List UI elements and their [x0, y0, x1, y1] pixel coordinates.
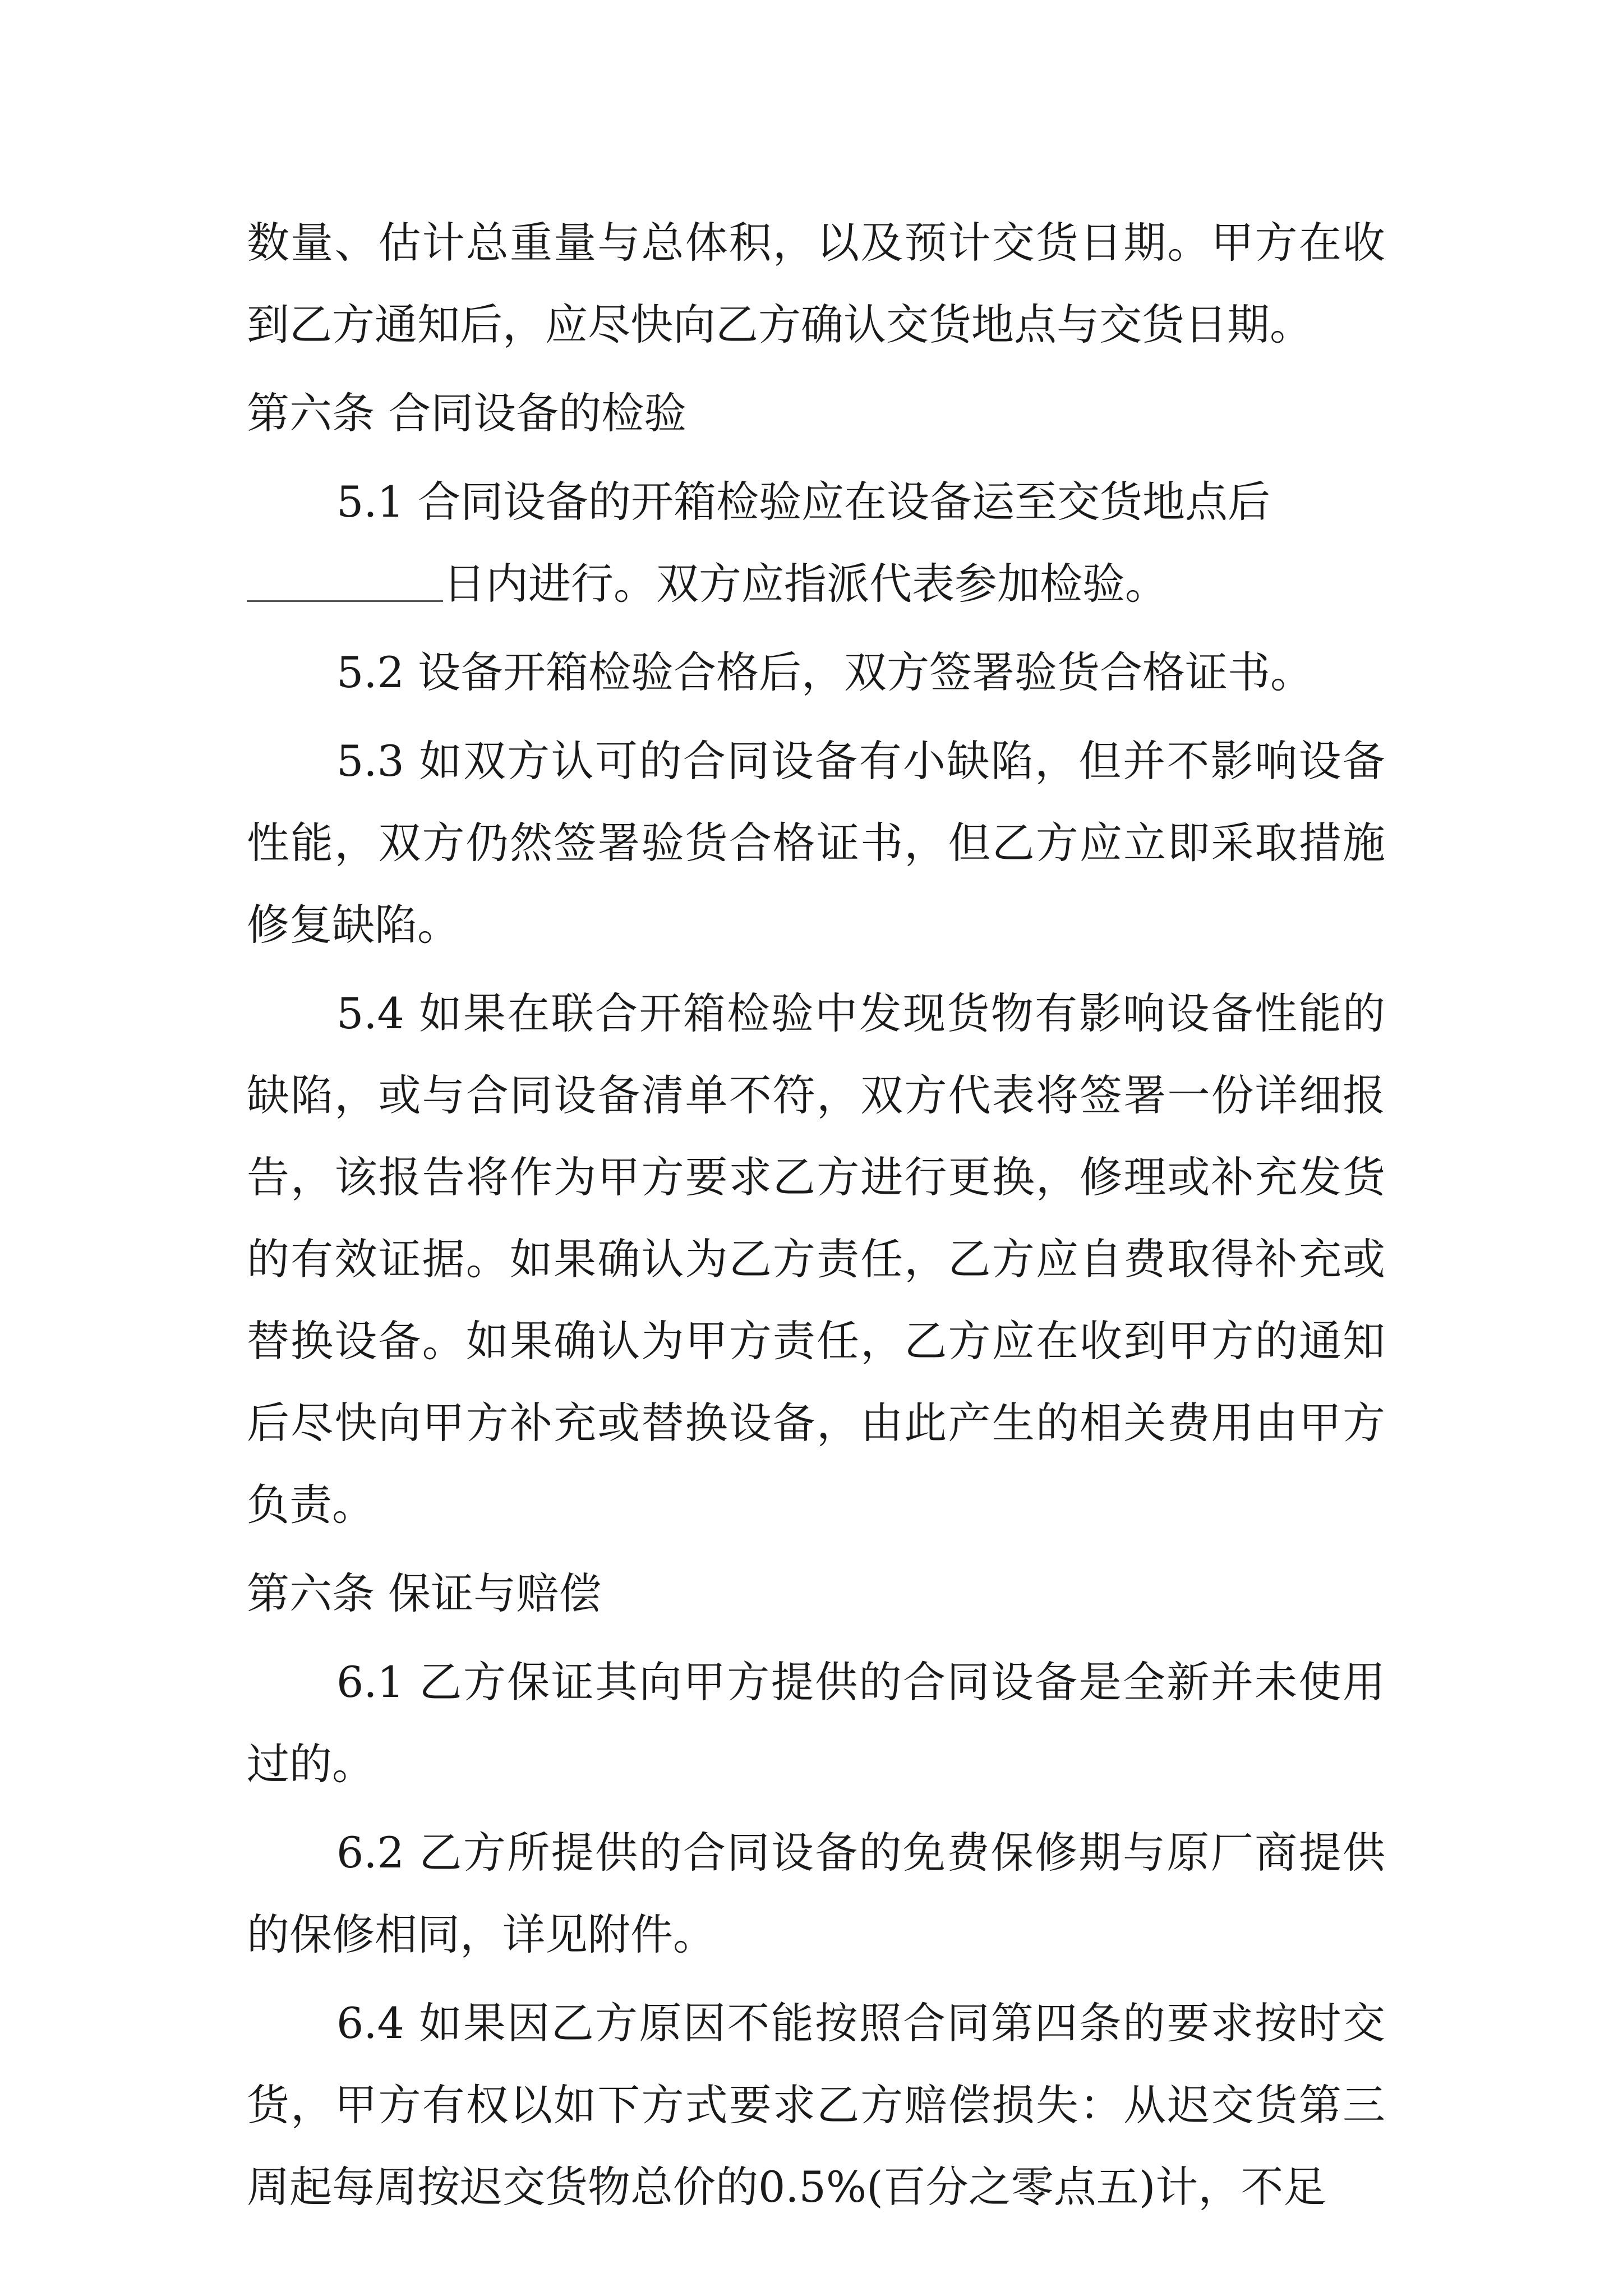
section-heading-warranty: 第六条 保证与赔偿	[247, 1568, 602, 1618]
section-heading-inspection: 第六条 合同设备的检验	[247, 388, 687, 438]
clause-6-1: 6.1 乙方保证其向甲方提供的合同设备是全新并未使用过的。	[247, 1657, 1385, 1789]
clause-5-1: 5.1 合同设备的开箱检验应在设备运至交货地点后	[336, 477, 1271, 527]
clause-5-4: 5.4 如果在联合开箱检验中发现货物有影响设备性能的缺陷，或与合同设备清单不符，双方代表将签署一份详细报告，该报告将作为甲方要求乙方进行更换，修理或补充发货的有效证据。如果确认为乙方责任，乙方应自费取得补充或替换设备。如果确认为甲方责任，乙方应在收到甲方的通知后尽快向甲方补充或替换设备，由此产生的相关费用由甲方负责。	[247, 988, 1385, 1530]
clause-6-4: 6.4 如果因乙方原因不能按照合同第四条的要求按时交货，甲方有权以如下方式要求乙方赔偿损失：从迟交货第三周起每周按迟交货物总价的0.5%(百分之零点五)计，不足	[247, 1998, 1385, 2212]
clause-5-1-continuation-text: 日内进行。双方应指派代表参加检验。	[443, 559, 1168, 609]
fill-in-blank[interactable]	[247, 561, 443, 602]
paragraph-delivery-notice: 数量、估计总重量与总体积，以及预计交货日期。甲方在收到乙方通知后，应尽快向乙方确认交货地点与交货日期。	[247, 218, 1385, 349]
clause-5-3: 5.3 如双方认可的合同设备有小缺陷，但并不影响设备性能，双方仍然签署验货合格证书，但乙方应立即采取措施修复缺陷。	[247, 736, 1385, 950]
clause-5-1-continuation	[247, 543, 1385, 625]
clause-5-2: 5.2 设备开箱检验合格后，双方签署验货合格证书。	[336, 647, 1313, 697]
document-body	[247, 202, 1385, 2228]
clause-6-2: 6.2 乙方所提供的合同设备的免费保修期与原厂商提供的保修相同，详见附件。	[247, 1828, 1385, 1959]
